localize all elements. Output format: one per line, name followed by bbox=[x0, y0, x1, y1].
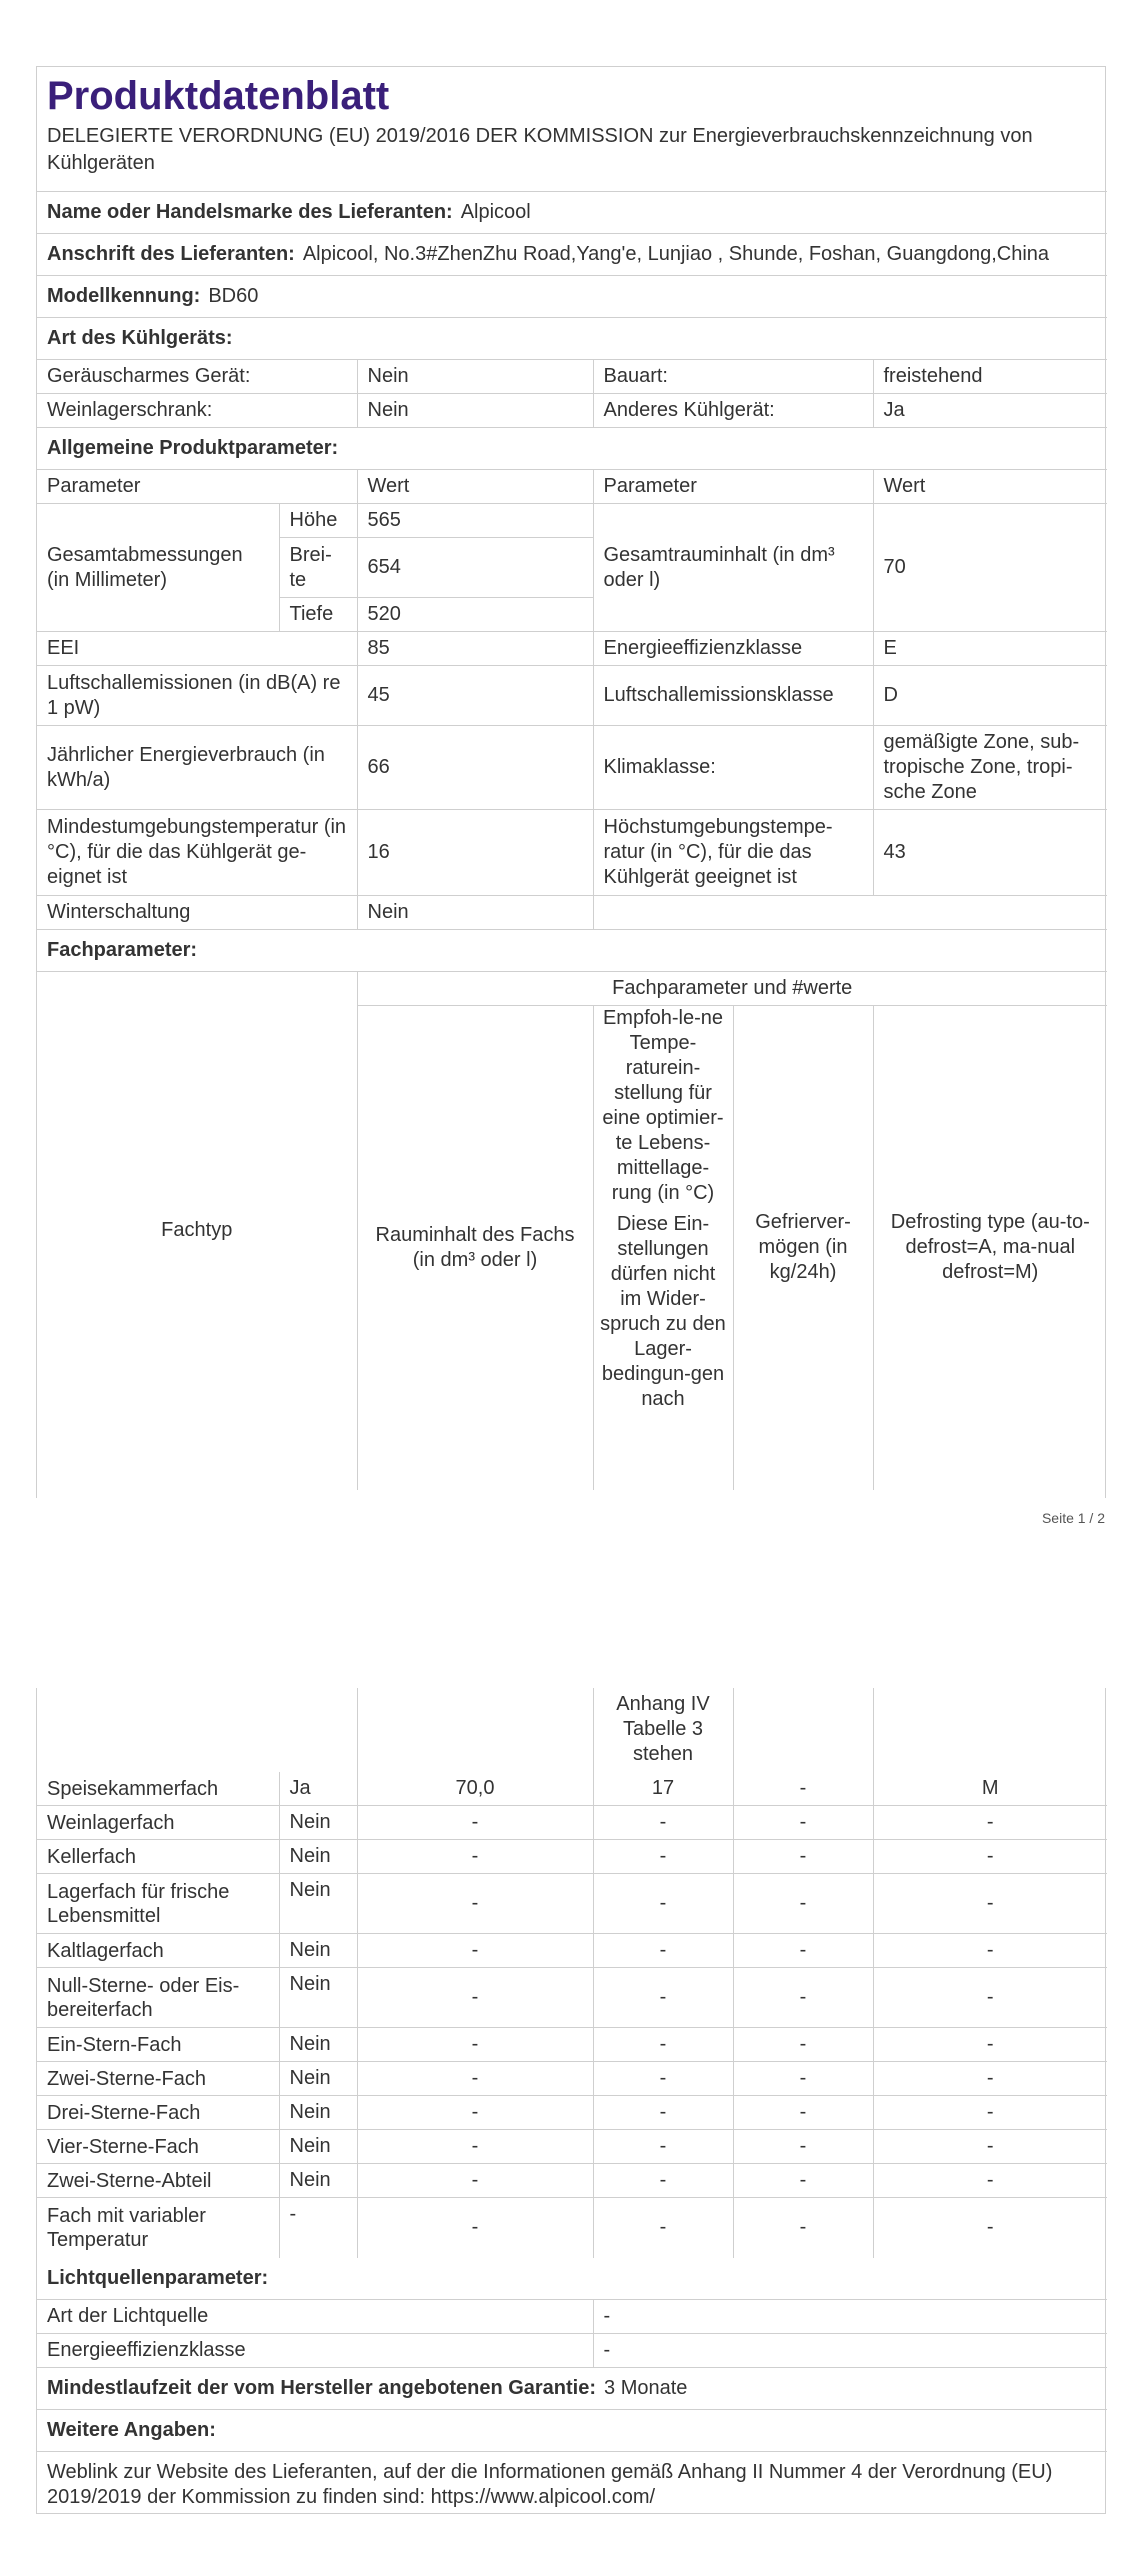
energy-class-label: Energieeffizienzklasse bbox=[593, 632, 873, 666]
compartment-row bbox=[37, 2198, 1107, 2258]
light-source-type-value: - bbox=[593, 2300, 1107, 2334]
winter-setting-label: Winterschaltung bbox=[37, 896, 357, 930]
datasheet-table-page-1 bbox=[37, 67, 1107, 1490]
low-noise-label: Geräuscharmes Gerät: bbox=[37, 360, 357, 394]
compartment-name: Vier-Sterne-Fach bbox=[37, 2130, 279, 2164]
compartment-present: Nein bbox=[279, 1934, 357, 1968]
compartment-present: Nein bbox=[279, 1968, 357, 2028]
width-label: Brei-te bbox=[279, 538, 357, 598]
supplier-address-label: Anschrift des Lieferanten: bbox=[47, 243, 295, 265]
light-energy-class-label: Energieeffizienzklasse bbox=[37, 2334, 593, 2368]
compartment-row bbox=[37, 2028, 1107, 2062]
empty-cell bbox=[733, 1688, 873, 1772]
col-header-temperature-part-1: Empfoh-le-ne Tempe-raturein-stellung für eine optimier-te Lebens-mittellage-rung (in °C) bbox=[602, 1007, 724, 1204]
winter-setting-value: Nein bbox=[357, 896, 593, 930]
empty-cell bbox=[593, 896, 1107, 930]
col-header-temperature-cont: Anhang IV Tabelle 3 stehen bbox=[593, 1688, 733, 1772]
more-info-heading: Weitere Angaben: bbox=[37, 2410, 1107, 2452]
compartment-params-heading: Fachparameter: bbox=[37, 930, 1107, 972]
compartment-defrost-type: - bbox=[873, 2164, 1107, 2198]
dimensions-label: Gesamtabmessungen (in Millimeter) bbox=[37, 504, 279, 632]
compartment-defrost-type: - bbox=[873, 2198, 1107, 2258]
eei-value: 85 bbox=[357, 632, 593, 666]
empty-cell bbox=[37, 1688, 357, 1772]
compartment-row bbox=[37, 1934, 1107, 1968]
compartment-volume: - bbox=[357, 2164, 593, 2198]
compartment-temperature: - bbox=[593, 1968, 733, 2028]
compartment-temperature: - bbox=[593, 1840, 733, 1874]
compartment-temperature: - bbox=[593, 2130, 733, 2164]
compartment-name: Null-Sterne- oder Eis-bereiterfach bbox=[37, 1968, 279, 2028]
light-params-heading: Lichtquellenparameter: bbox=[37, 2258, 1107, 2300]
general-params-heading: Allgemeine Produktparameter: bbox=[37, 428, 1107, 470]
other-appliance-value: Ja bbox=[873, 394, 1107, 428]
col-header-temperature-part-2: Diese Ein-stellungen dürfen nicht im Wider-spruch zu den Lager-bedingun-gen nach bbox=[600, 1213, 726, 1410]
total-volume-label: Gesamtrauminhalt (in dm³ oder l) bbox=[593, 504, 873, 632]
compartment-name: Ein-Stern-Fach bbox=[37, 2028, 279, 2062]
compartment-volume: - bbox=[357, 1968, 593, 2028]
wine-cabinet-value: Nein bbox=[357, 394, 593, 428]
compartment-row bbox=[37, 2130, 1107, 2164]
compartment-temperature: - bbox=[593, 1934, 733, 1968]
other-appliance-label: Anderes Kühlgerät: bbox=[593, 394, 873, 428]
supplier-address-row bbox=[37, 234, 1107, 276]
more-info-text: Weblink zur Website des Lieferanten, auf der die Informationen gemäß Anhang II Nummer 4 der Verordnung (EU) 2019/2019 der Kommission zu finden sind: bbox=[47, 2460, 1053, 2508]
page-number: Seite 1 / 2 bbox=[1041, 1510, 1105, 1526]
compartment-temperature: 17 bbox=[593, 1772, 733, 1806]
design-label: Bauart: bbox=[593, 360, 873, 394]
compartment-row bbox=[37, 2164, 1107, 2198]
compartment-row bbox=[37, 1772, 1107, 1806]
warranty-label: Mindestlaufzeit der vom Hersteller angebotenen Garantie: bbox=[47, 2377, 597, 2399]
depth-value: 520 bbox=[357, 598, 593, 632]
compartment-freezing-capacity: - bbox=[733, 1968, 873, 2028]
height-label: Höhe bbox=[279, 504, 357, 538]
col-header-defrost-type: Defrosting type (au-to-defrost=A, ma-nual defrost=M) bbox=[873, 1006, 1107, 1490]
appliance-type-heading: Art des Kühlgeräts: bbox=[37, 318, 1107, 360]
min-temp-value: 16 bbox=[357, 810, 593, 896]
compartment-freezing-capacity: - bbox=[733, 1806, 873, 1840]
compartment-name: Lagerfach für frische Lebensmittel bbox=[37, 1874, 279, 1934]
warranty-row bbox=[37, 2368, 1107, 2410]
noise-emission-value: 45 bbox=[357, 666, 593, 726]
compartment-freezing-capacity: - bbox=[733, 1772, 873, 1806]
compartment-volume: - bbox=[357, 1806, 593, 1840]
compartment-name: Kellerfach bbox=[37, 1840, 279, 1874]
empty-cell bbox=[357, 1688, 593, 1772]
model-row bbox=[37, 276, 1107, 318]
compartment-volume: - bbox=[357, 2130, 593, 2164]
compartment-temperature: - bbox=[593, 2062, 733, 2096]
noise-class-value: D bbox=[873, 666, 1107, 726]
compartment-freezing-capacity: - bbox=[733, 2164, 873, 2198]
compartment-temperature: - bbox=[593, 1874, 733, 1934]
compartment-defrost-type: - bbox=[873, 1934, 1107, 1968]
compartment-freezing-capacity: - bbox=[733, 2028, 873, 2062]
compartment-row bbox=[37, 1806, 1107, 1840]
width-value: 654 bbox=[357, 538, 593, 598]
compartment-present: Nein bbox=[279, 2164, 357, 2198]
max-temp-value: 43 bbox=[873, 810, 1107, 896]
compartment-defrost-type: - bbox=[873, 2062, 1107, 2096]
compartment-volume: - bbox=[357, 2198, 593, 2258]
empty-cell bbox=[873, 1688, 1107, 1772]
compartment-row bbox=[37, 1874, 1107, 1934]
eei-label: EEI bbox=[37, 632, 357, 666]
compartment-volume: - bbox=[357, 2096, 593, 2130]
annual-energy-label: Jährlicher Energieverbrauch (in kWh/a) bbox=[37, 726, 357, 810]
col-header-parameter-2: Parameter bbox=[593, 470, 873, 504]
compartment-row bbox=[37, 1840, 1107, 1874]
compartment-volume: - bbox=[357, 1840, 593, 1874]
compartment-defrost-type: - bbox=[873, 2096, 1107, 2130]
climate-class-value: gemäßigte Zone, sub-tropische Zone, tropi-sche Zone bbox=[873, 726, 1107, 810]
compartment-temperature: - bbox=[593, 2164, 733, 2198]
compartment-present: Nein bbox=[279, 1806, 357, 1840]
compartment-temperature: - bbox=[593, 2028, 733, 2062]
model-value: BD60 bbox=[208, 285, 259, 307]
compartment-present: Nein bbox=[279, 2130, 357, 2164]
compartment-present: Nein bbox=[279, 2062, 357, 2096]
datasheet-table-page-2 bbox=[37, 1688, 1107, 1772]
datasheet-page-1 bbox=[36, 66, 1106, 1498]
compartment-defrost-type: - bbox=[873, 1874, 1107, 1934]
low-noise-value: Nein bbox=[357, 360, 593, 394]
design-value: freistehend bbox=[873, 360, 1107, 394]
compartment-volume: - bbox=[357, 1934, 593, 1968]
supplier-name-label: Name oder Handelsmarke des Lieferanten: bbox=[47, 201, 453, 223]
compartment-volume: - bbox=[357, 2028, 593, 2062]
energy-class-value: E bbox=[873, 632, 1107, 666]
height-value: 565 bbox=[357, 504, 593, 538]
compartment-defrost-type: M bbox=[873, 1772, 1107, 1806]
supplier-name-row bbox=[37, 192, 1107, 234]
model-label: Modellkennung: bbox=[47, 285, 201, 307]
noise-class-label: Luftschallemissionsklasse bbox=[593, 666, 873, 726]
compartment-defrost-type: - bbox=[873, 1968, 1107, 2028]
col-header-freezing-capacity: Gefrierver-mögen (in kg/24h) bbox=[733, 1006, 873, 1490]
compartment-freezing-capacity: - bbox=[733, 2096, 873, 2130]
regulation-text: DELEGIERTE VERORDNUNG (EU) 2019/2016 DER KOMMISSION zur Energieverbrauchskennzeichnung von Kühlgeräten bbox=[47, 125, 1033, 174]
compartment-defrost-type: - bbox=[873, 1840, 1107, 1874]
compartment-table bbox=[37, 1772, 1107, 2258]
compartment-freezing-capacity: - bbox=[733, 1934, 873, 1968]
compartment-name: Drei-Sterne-Fach bbox=[37, 2096, 279, 2130]
climate-class-label: Klimaklasse: bbox=[593, 726, 873, 810]
compartment-name: Fach mit variabler Temperatur bbox=[37, 2198, 279, 2258]
compartment-row bbox=[37, 2062, 1107, 2096]
compartment-defrost-type: - bbox=[873, 2028, 1107, 2062]
compartment-temperature: - bbox=[593, 2198, 733, 2258]
col-header-compartment-type: Fachtyp bbox=[37, 972, 357, 1490]
compartment-present: Nein bbox=[279, 2096, 357, 2130]
total-volume-value: 70 bbox=[873, 504, 1107, 632]
more-info-row bbox=[37, 2452, 1107, 2518]
noise-emission-label: Luftschallemissionen (in dB(A) re 1 pW) bbox=[37, 666, 357, 726]
compartment-name: Zwei-Sterne-Abteil bbox=[37, 2164, 279, 2198]
compartment-freezing-capacity: - bbox=[733, 2130, 873, 2164]
col-header-temperature bbox=[593, 1006, 733, 1490]
annual-energy-value: 66 bbox=[357, 726, 593, 810]
compartment-defrost-type: - bbox=[873, 1806, 1107, 1840]
header-cell bbox=[37, 67, 1107, 192]
supplier-name-value: Alpicool bbox=[460, 201, 531, 223]
col-header-group: Fachparameter und #werte bbox=[357, 972, 1107, 1006]
compartment-defrost-type: - bbox=[873, 2130, 1107, 2164]
min-temp-label: Mindestumgebungstemperatur (in °C), für die das Kühlgerät ge-eignet ist bbox=[37, 810, 357, 896]
compartment-present: Ja bbox=[279, 1772, 357, 1806]
compartment-freezing-capacity: - bbox=[733, 1874, 873, 1934]
supplier-address-value: Alpicool, No.3#ZhenZhu Road,Yang'e, Lunjiao , Shunde, Foshan, Guangdong,China bbox=[302, 243, 1050, 265]
compartment-name: Zwei-Sterne-Fach bbox=[37, 2062, 279, 2096]
compartment-name: Speisekammerfach bbox=[37, 1772, 279, 1806]
compartment-freezing-capacity: - bbox=[733, 1840, 873, 1874]
wine-cabinet-label: Weinlagerschrank: bbox=[37, 394, 357, 428]
light-energy-class-value: - bbox=[593, 2334, 1107, 2368]
datasheet-page-2 bbox=[36, 1688, 1106, 2514]
compartment-row bbox=[37, 2096, 1107, 2130]
compartment-name: Weinlagerfach bbox=[37, 1806, 279, 1840]
compartment-temperature: - bbox=[593, 1806, 733, 1840]
compartment-freezing-capacity: - bbox=[733, 2198, 873, 2258]
compartment-volume: - bbox=[357, 1874, 593, 1934]
compartment-freezing-capacity: - bbox=[733, 2062, 873, 2096]
compartment-present: Nein bbox=[279, 2028, 357, 2062]
col-header-volume: Rauminhalt des Fachs (in dm³ oder l) bbox=[357, 1006, 593, 1490]
compartment-name: Kaltlagerfach bbox=[37, 1934, 279, 1968]
compartment-present: Nein bbox=[279, 1840, 357, 1874]
depth-label: Tiefe bbox=[279, 598, 357, 632]
compartment-rows bbox=[37, 1772, 1107, 2258]
col-header-parameter: Parameter bbox=[37, 470, 357, 504]
compartment-volume: 70,0 bbox=[357, 1772, 593, 1806]
warranty-value: 3 Monate bbox=[604, 2377, 688, 2399]
supplier-website-link[interactable]: https://www.alpicool.com/ bbox=[430, 2485, 656, 2508]
compartment-volume: - bbox=[357, 2062, 593, 2096]
compartment-row bbox=[37, 1968, 1107, 2028]
col-header-value: Wert bbox=[357, 470, 593, 504]
max-temp-label: Höchstumgebungstempe-ratur (in °C), für die das Kühlgerät geeignet ist bbox=[593, 810, 873, 896]
compartment-present: - bbox=[279, 2198, 357, 2258]
page-title: Produktdatenblatt bbox=[47, 74, 390, 118]
compartment-present: Nein bbox=[279, 1874, 357, 1934]
light-source-type-label: Art der Lichtquelle bbox=[37, 2300, 593, 2334]
datasheet-table-page-2-footer bbox=[37, 2258, 1107, 2518]
col-header-value-2: Wert bbox=[873, 470, 1107, 504]
compartment-temperature: - bbox=[593, 2096, 733, 2130]
